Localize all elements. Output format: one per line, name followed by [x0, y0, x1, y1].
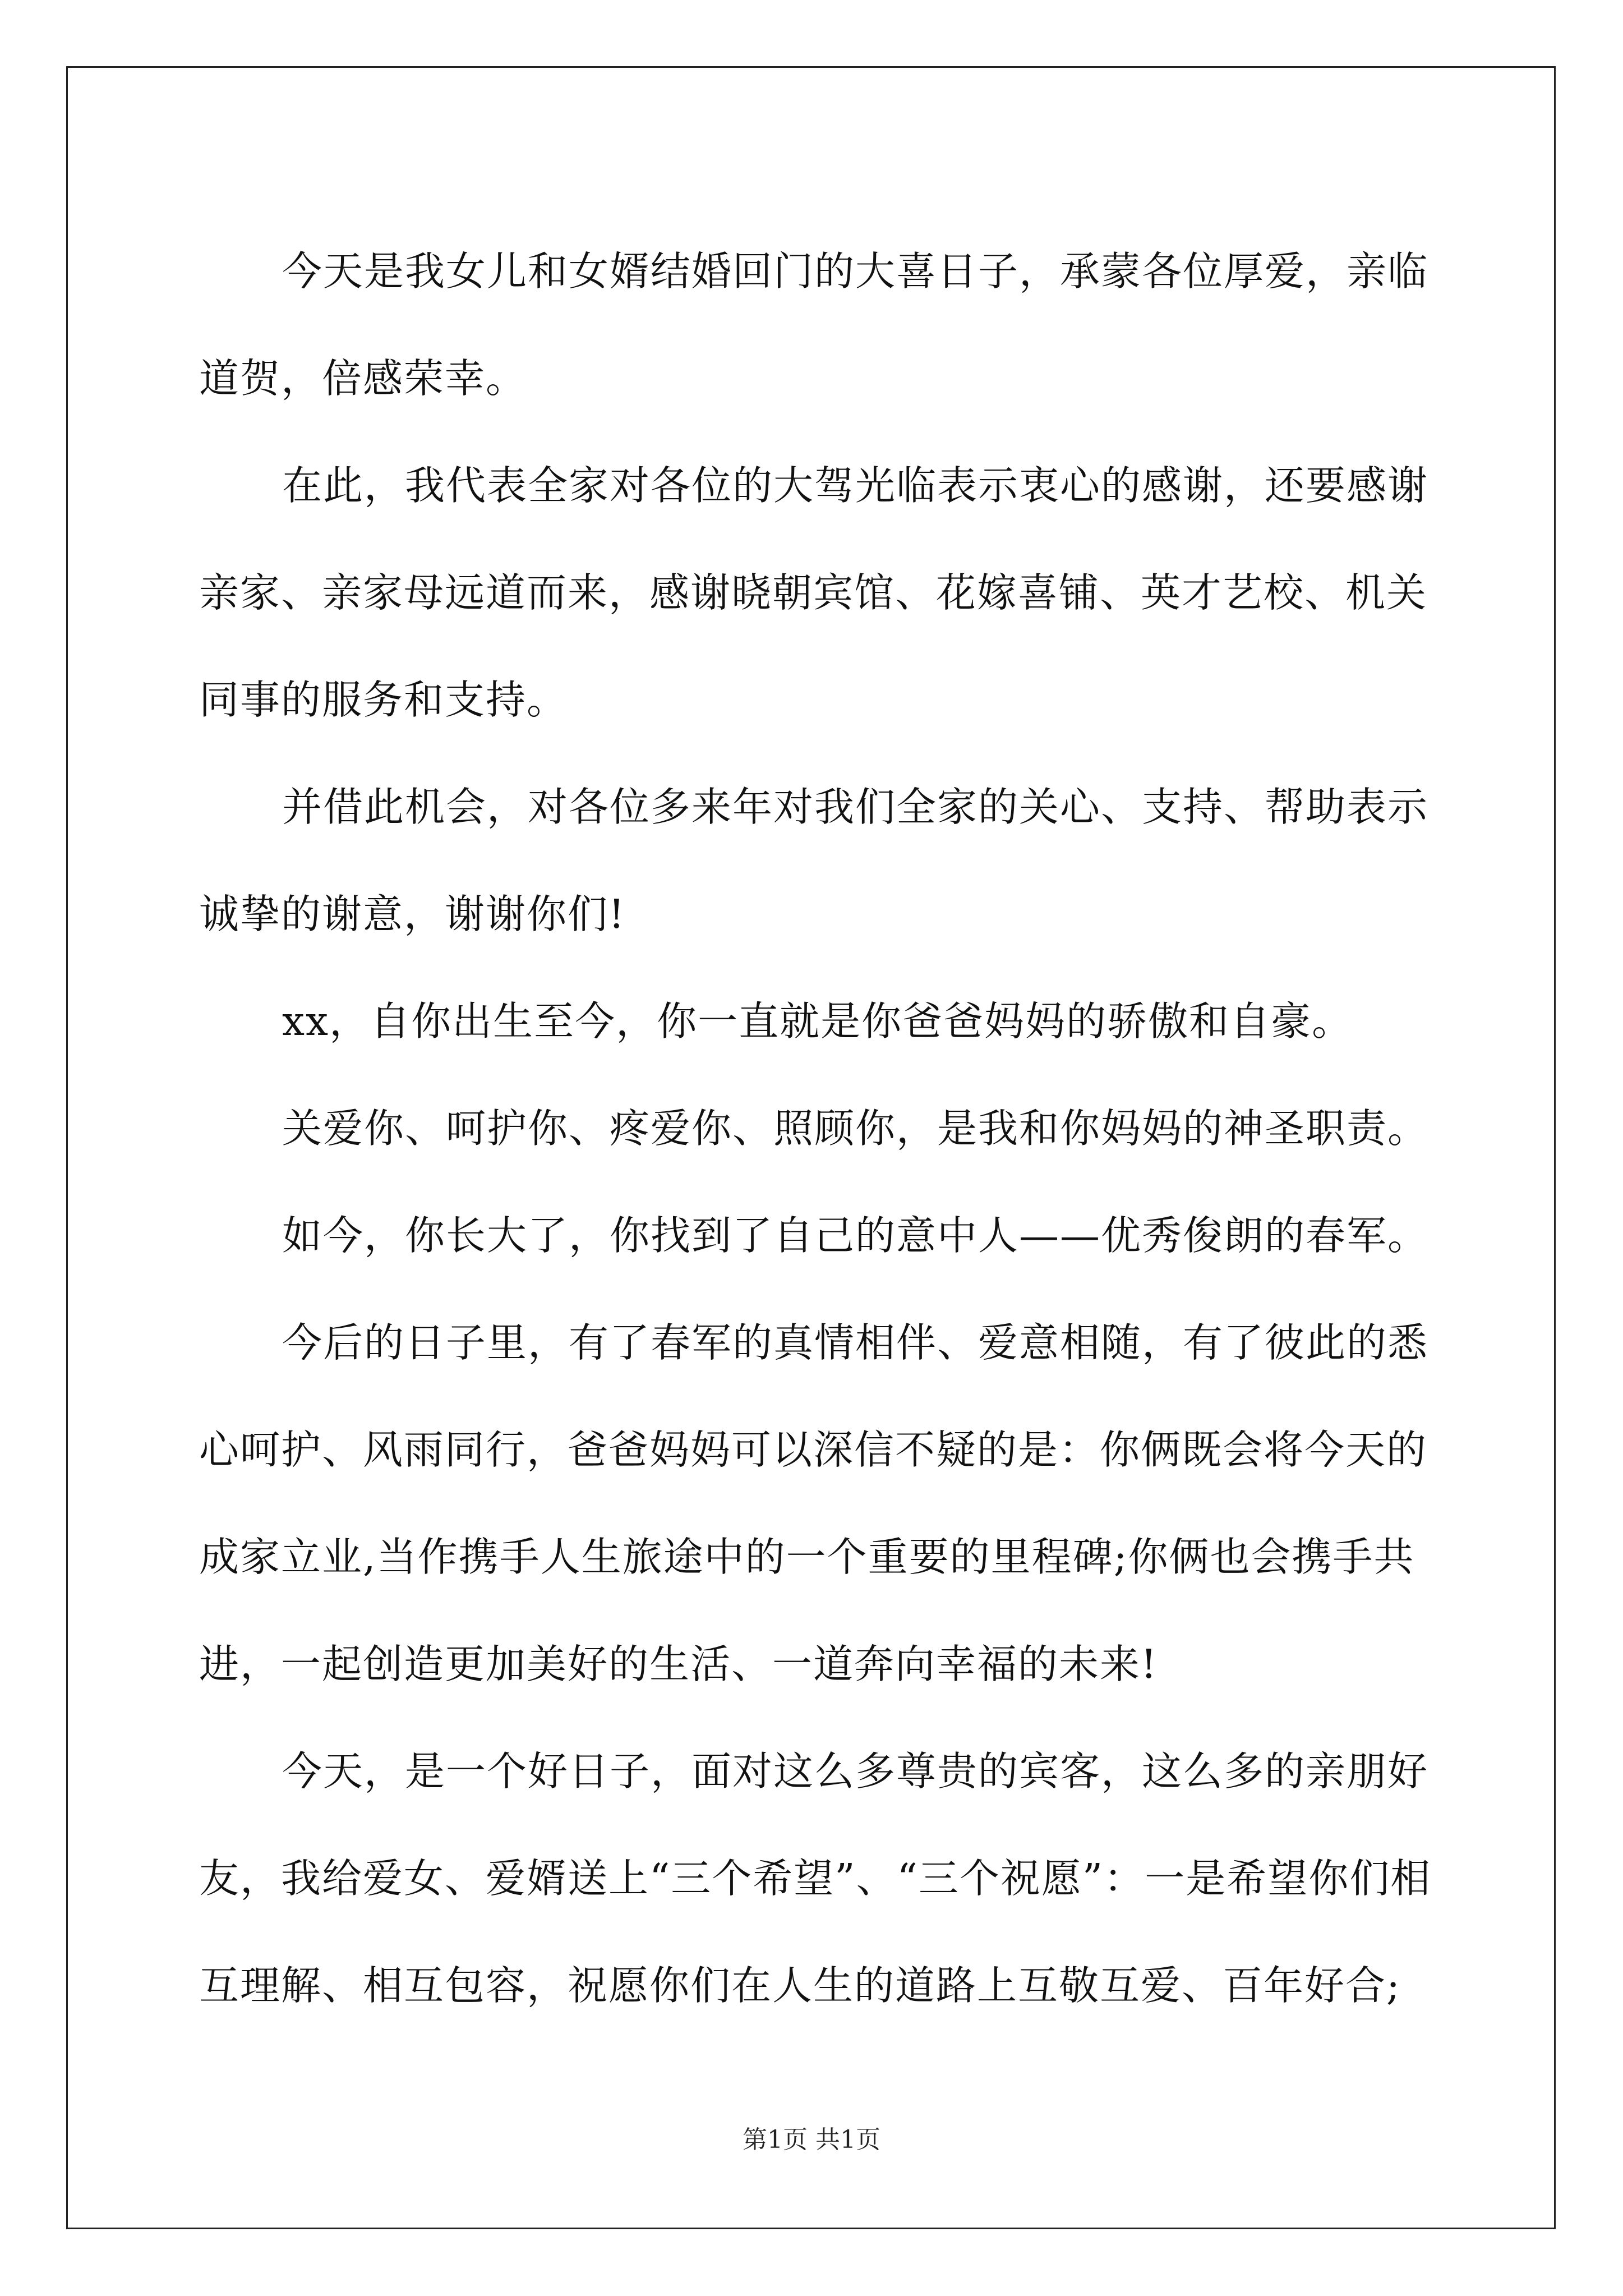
paragraph: 如今，你长大了，你找到了自己的意中人——优秀俊朗的春军。	[282, 1212, 1429, 1259]
paragraph: 今后的日子里，有了春军的真情相伴、爱意相随，有了彼此的悉心呵护、风雨同行，爸爸妈妈可以深信不疑的是：你俩既会将今天的成家立业,当作携手人生旅途中的一个重要的里程碑;你俩也会携手共进，一起创造更加美好的生活、一道奔向幸福的未来!	[199, 1319, 1429, 1687]
page-footer: 第1页 共1页	[743, 2125, 880, 2154]
paragraph: 并借此机会，对各位多来年对我们全家的关心、支持、帮助表示诚挚的谢意，谢谢你们!	[199, 784, 1429, 937]
paragraph: 今天是我女儿和女婿结婚回门的大喜日子，承蒙各位厚爱，亲临道贺，倍感荣幸。	[199, 248, 1429, 402]
paragraph: xx，自你出生至今，你一直就是你爸爸妈妈的骄傲和自豪。	[282, 998, 1353, 1045]
paragraph: 在此，我代表全家对各位的大驾光临表示衷心的感谢，还要感谢亲家、亲家母远道而来，感谢晓朝宾馆、花嫁喜铺、英才艺校、机关同事的服务和支持。	[199, 462, 1429, 723]
paragraph: 今天，是一个好日子，面对这么多尊贵的宾客，这么多的亲朋好友，我给爱女、爱婿送上“三个希望”、“三个祝愿”：一是希望你们相互理解、相互包容，祝愿你们在人生的道路上互敬互爱、百年好合;	[199, 1748, 1432, 2009]
paragraph: 关爱你、呵护你、疼爱你、照顾你，是我和你妈妈的神圣职责。	[282, 1105, 1429, 1152]
document-body	[199, 218, 1433, 2039]
